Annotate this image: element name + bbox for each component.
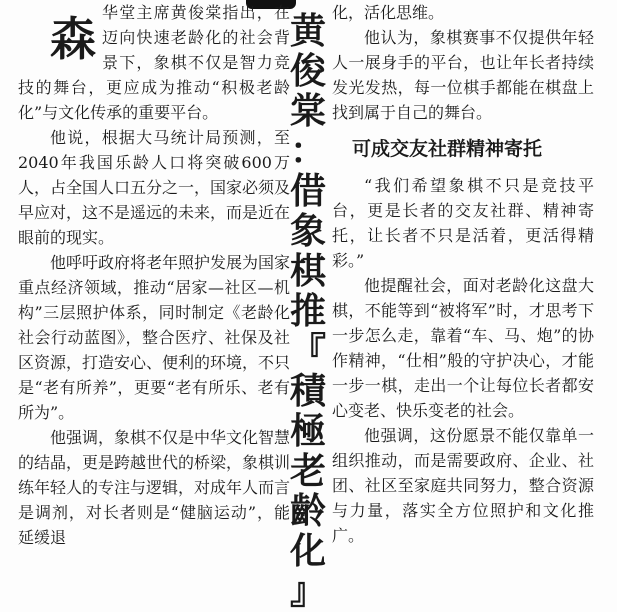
paragraph-2: 他说，根据大马统计局预测，至2040年我国乐龄人口将突破600万人，占全国人口五分之一，国家必须及早应对，这不是遥远的未来，而是近在眼前的现实。 [18, 128, 291, 247]
paragraph-8: 他提醒社会，面对老龄化这盘大棋，不能等到“被将军”时，才思考下一步怎么走，靠着“车、马、炮”的协作精神，“仕相”般的守护决心，才能一步一棋，走出一个让每位长者都安心变老、快乐变老的社会。 [332, 276, 594, 420]
headline-char: 』 [289, 571, 326, 612]
headline-char: 黄 [289, 11, 326, 52]
headline-char: 老 [289, 451, 326, 492]
headline-char: 象 [289, 211, 326, 252]
headline-char: 極 [289, 411, 326, 452]
paragraph-5: 化，活化思维。 [332, 3, 445, 22]
headline-char: 棠 [289, 91, 326, 132]
paragraph-1-text: 华堂主席黄俊棠指出，在迈向快速老龄化的社会背景下，象棋不仅是智力竞技的舞台，更应成为推动“积极老龄化”与文化传承的重要平台。 [18, 3, 290, 122]
headline-char: 『 [289, 331, 326, 372]
headline-char: ： [289, 131, 326, 172]
left-column [18, 0, 290, 550]
paragraph-3: 他呼吁政府将老年照护发展为国家重点经济领域，推动“居家—社区—机构”三层照护体系，同时制定《老龄化社会行动蓝图》，整合医疗、社保及社区资源，打造安心、便利的环境，不只是“老有所养”，更要“老有所乐、老有所为”。 [18, 253, 291, 422]
headline-char: 化 [289, 531, 326, 572]
headline-char: 俊 [289, 51, 326, 92]
paragraph-1 [18, 0, 290, 125]
headline-char: 齡 [289, 491, 326, 532]
headline [286, 12, 330, 612]
paragraph-6: 他认为，象棋赛事不仅提供年轻人一展身手的平台，也让年长者持续发光发热，每一位棋手都能在棋盘上找到属于自己的舞台。 [332, 28, 594, 122]
paragraph-4: 他强调，象棋不仅是中华文化智慧的结晶，更是跨越世代的桥梁，象棋训练年轻人的专注与逻辑，对成年人而言是调剂，对长者则是“健脑运动”，能延缓退 [18, 428, 291, 547]
headline-char: 積 [289, 371, 326, 412]
headline-char: 借 [289, 171, 326, 212]
paragraph-9: 他强调，这份愿景不能仅靠单一组织推动，而是需要政府、企业、社团、社区至家庭共同努力，整合资源与力量，落实全方位照护和文化推广。 [332, 426, 594, 545]
headline-char: 推 [289, 291, 326, 332]
headline-char: 棋 [289, 251, 326, 292]
paragraph-7: “我们希望象棋不只是竞技平台，更是长者的交友社群、精神寄托，让长者不只是活着，更活得精彩。” [332, 176, 594, 270]
subheading: 可成交友社群精神寄托 [352, 138, 543, 160]
right-column [332, 0, 594, 548]
drop-cap: 森 [50, 12, 96, 66]
